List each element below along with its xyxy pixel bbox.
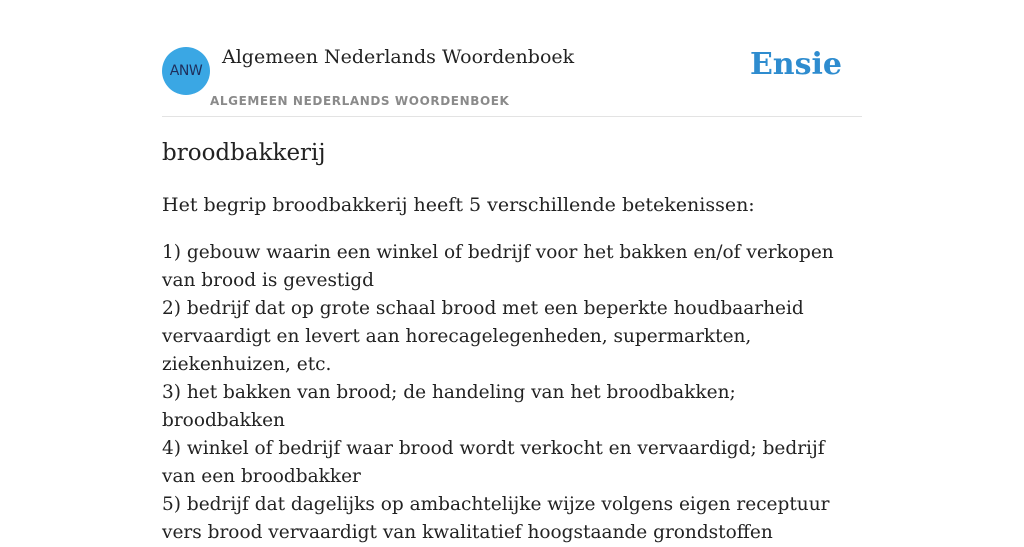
source-subtitle: ALGEMEEN NEDERLANDS WOORDENBOEK [210,94,510,108]
meaning-item: 3) het bakken van brood; de handeling van het broodbakken; broodbakken [162,382,736,431]
source-header [162,0,862,117]
anw-logo-text: ANW [169,63,203,79]
entry-term: broodbakkerij [162,140,326,166]
meanings-list [162,239,862,547]
meaning-item: 5) bedrijf dat dagelijks op ambachtelijke wijze volgens eigen receptuur vers brood vervaardigt van kwalitatief hoogstaande grondstoffen [162,494,830,543]
source-title[interactable]: Algemeen Nederlands Woordenboek [222,46,575,68]
anw-logo[interactable] [162,47,210,95]
ensie-brand-logo[interactable]: Ensie [749,47,842,82]
meaning-item: 2) bedrijf dat op grote schaal brood met een beperkte houdbaarheid vervaardigt en levert aan horecagelegenheden, supermarkten, ziekenhuizen, etc. [162,298,804,375]
meaning-item: 1) gebouw waarin een winkel of bedrijf voor het bakken en/of verkopen van brood is gevestigd [162,242,834,291]
page-container [162,0,862,543]
entry-intro: Het begrip broodbakkerij heeft 5 verschillende betekenissen: [162,194,755,216]
meaning-item: 4) winkel of bedrijf waar brood wordt verkocht en vervaardigd; bedrijf van een broodbakker [162,438,825,487]
